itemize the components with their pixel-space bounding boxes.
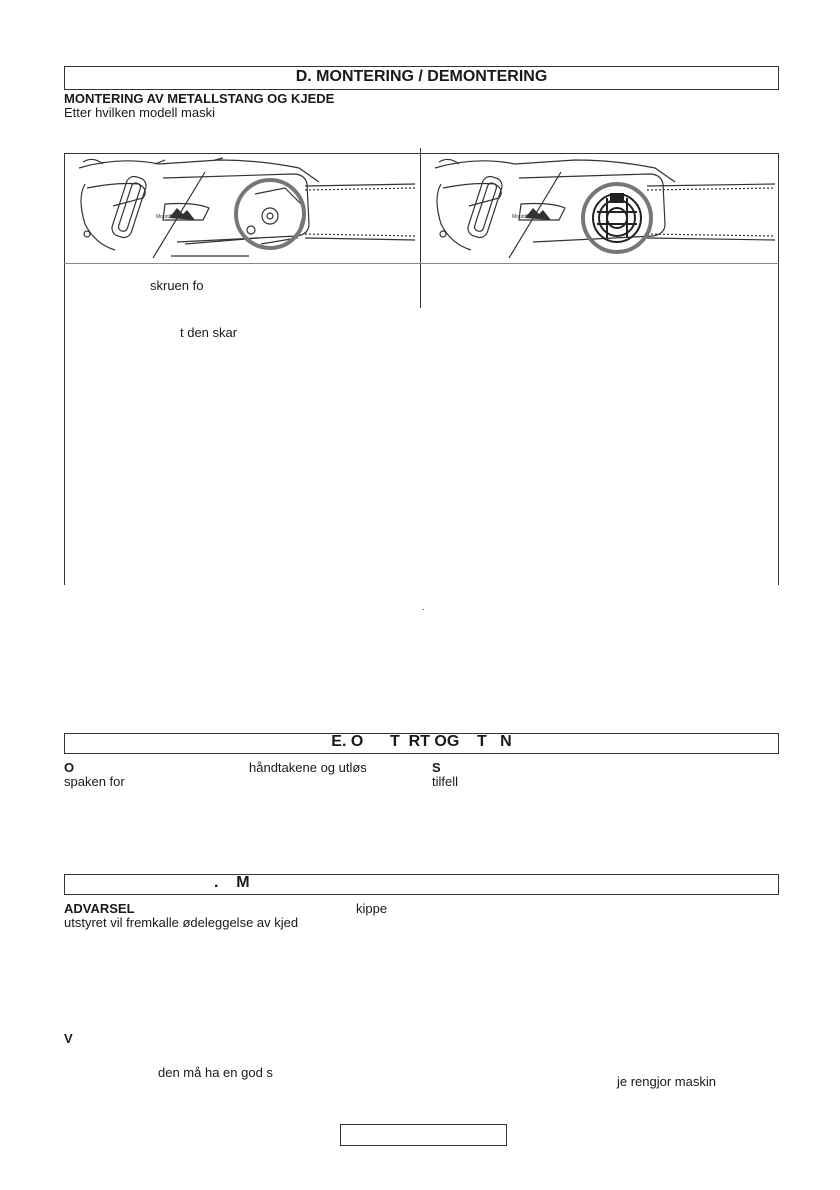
page-number-box — [340, 1124, 507, 1146]
section-d-subtitle: MONTERING AV METALLSTANG OG KJEDE — [64, 91, 335, 106]
section-e-left-line2: spaken for — [64, 774, 125, 789]
section-d-title: D. MONTERING / DEMONTERING — [295, 68, 548, 85]
warning-line2: utstyret vil fremkalle ødeleggelse av kjed — [64, 915, 299, 930]
logo-text-left: Mountfield — [156, 214, 180, 220]
section-e-left-bold: O — [64, 760, 75, 775]
figure-right-border — [778, 153, 779, 585]
section-e-title: E. O T RT OG T N — [331, 733, 512, 750]
chainsaw-illustration-right — [421, 154, 778, 262]
stray-dot: . — [422, 602, 425, 612]
warning-text: kippe — [356, 901, 388, 916]
section-f-title-box — [64, 874, 779, 895]
logo-text-right: Mountfield — [512, 214, 536, 220]
figure-image-bottom-border — [64, 263, 779, 264]
warning-label: ADVARSEL — [64, 901, 135, 916]
section-e-left-text: håndtakene og utløs — [249, 760, 367, 775]
section-f-title: . M — [214, 874, 250, 891]
section-e-right-bold: S — [432, 760, 441, 775]
figure-text-divider — [420, 278, 421, 308]
section-d-intro: Etter hvilken modell maski — [64, 105, 215, 120]
chainsaw-illustration-left — [65, 154, 419, 262]
step-left-1: skruen fo — [150, 278, 204, 293]
section-v-bold: V — [64, 1031, 73, 1046]
section-e-right-text: tilfell — [432, 774, 459, 789]
step-left-2: t den skar — [180, 325, 238, 340]
section-v-text: den må ha en god s — [158, 1065, 273, 1080]
section-f-right-text: je rengjor maskin — [617, 1074, 716, 1089]
